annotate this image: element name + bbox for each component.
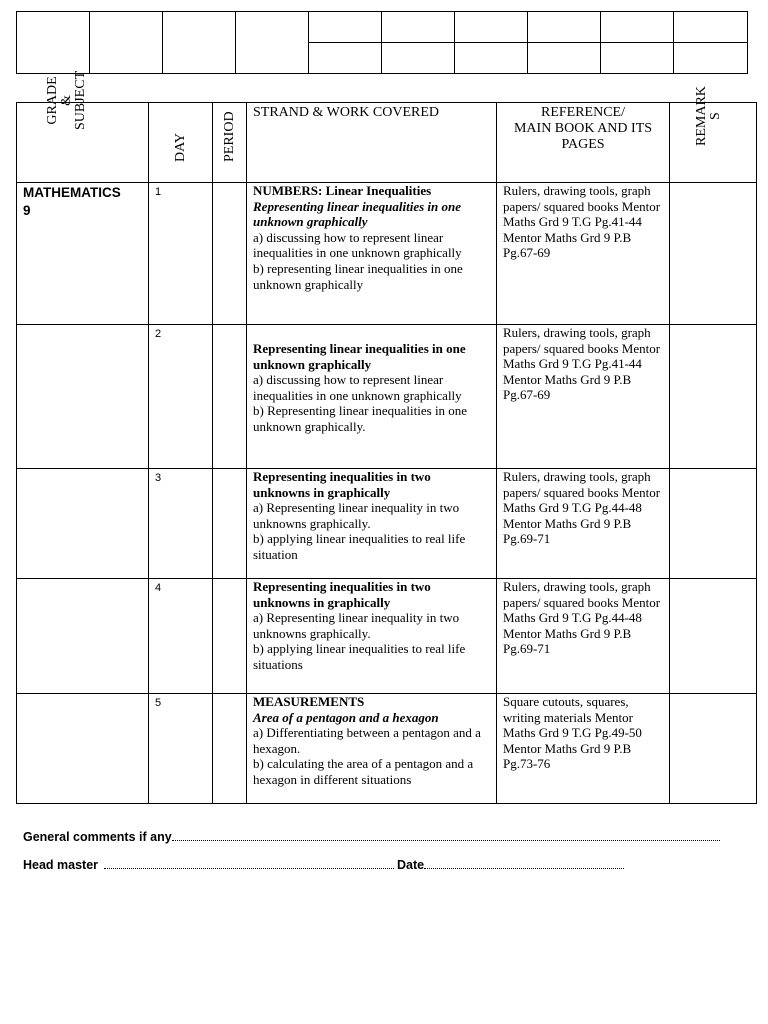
blank-cell	[601, 12, 674, 43]
header-remarks	[670, 86, 757, 183]
day-cell	[149, 579, 213, 694]
date-field[interactable]	[424, 858, 624, 869]
strand-title: MEASUREMENTS	[253, 694, 365, 709]
blank-cell	[528, 12, 601, 43]
activity-a: a) Representing linear inequality in two unknowns graphically.	[253, 610, 460, 641]
blank-cell	[17, 12, 90, 74]
period-cell	[213, 469, 247, 579]
reference-cell	[497, 694, 670, 804]
header-grade-subject-label: GRADE & SUBJECT	[44, 70, 88, 130]
general-comments-field[interactable]	[172, 830, 720, 841]
table-row	[17, 694, 757, 804]
headmaster-label: Head master	[23, 858, 99, 872]
scheme-of-work-table	[16, 70, 757, 804]
header-remarks-label: REMARK S	[693, 86, 723, 146]
activity-a: a) Representing linear inequality in two unknowns graphically.	[253, 500, 460, 531]
reference-text: Square cutouts, squares, writing materials Mentor Maths Grd 9 T.G Pg.49-50 Mentor Maths Grd 9 P.B Pg.73-76	[503, 694, 642, 772]
day-cell	[149, 694, 213, 804]
period-cell	[213, 579, 247, 694]
remarks-cell	[670, 183, 757, 325]
day-number: 1	[155, 186, 162, 198]
work-cell	[247, 325, 497, 469]
blank-cell	[163, 12, 236, 74]
activity-b: b) representing linear inequalities in one unknown graphically	[253, 260, 463, 292]
activity-b: b) applying linear inequalities to real life situations	[253, 641, 466, 672]
general-comments-label: General comments if any	[23, 830, 172, 844]
remarks-cell	[670, 325, 757, 469]
blank-cell	[90, 12, 163, 74]
table-row	[17, 183, 757, 325]
header-strand	[247, 103, 497, 183]
blank-cell	[601, 43, 674, 74]
header-day-label: DAY	[172, 132, 188, 162]
header-grade-subject	[17, 70, 149, 183]
period-cell	[213, 325, 247, 469]
blank-cell	[236, 12, 309, 74]
substrand-title: Representing linear inequalities in one unknown graphically	[253, 198, 462, 230]
activity-a: a) discussing how to represent linear inequalities in one unknown graphically	[253, 229, 462, 261]
substrand-title: Area of a pentagon and a hexagon	[253, 709, 439, 725]
general-comments-line	[23, 830, 720, 844]
remarks-cell	[670, 694, 757, 804]
reference-text: Rulers, drawing tools, graph papers/ squared books Mentor Maths Grd 9 T.G Pg.44-48 Mentor Maths Grd 9 P.B Pg.69-71	[503, 469, 661, 547]
subject-cell	[17, 325, 149, 469]
blank-cell	[674, 12, 748, 43]
activity-b: b) applying linear inequalities to real life situation	[253, 531, 466, 562]
reference-text: Rulers, drawing tools, graph papers/ squared books Mentor Maths Grd 9 T.G Pg.41-44 Mentor Maths Grd 9 P.B Pg.67-69	[503, 183, 661, 261]
work-cell	[247, 694, 497, 804]
activity-a: a) discussing how to represent linear inequalities in one unknown graphically	[253, 372, 462, 403]
header-reference-label: REFERENCE/ MAIN BOOK AND ITS PAGES	[513, 105, 653, 152]
day-number: 2	[155, 328, 162, 340]
reference-cell	[497, 183, 670, 325]
substrand-title: Representing inequalities in two unknowns in graphically	[253, 469, 431, 500]
table-row	[17, 469, 757, 579]
day-number: 4	[155, 582, 162, 594]
header-period	[213, 103, 247, 183]
table-row	[17, 325, 757, 469]
header-strand-label: STRAND & WORK COVERED	[253, 105, 440, 120]
header-reference	[497, 103, 670, 183]
strand-title: NUMBERS: Linear Inequalities	[253, 183, 432, 198]
subject-cell	[17, 183, 149, 325]
remarks-cell	[670, 579, 757, 694]
work-cell	[247, 579, 497, 694]
reference-cell	[497, 579, 670, 694]
day-number: 5	[155, 697, 162, 709]
period-cell	[213, 183, 247, 325]
activity-b: b) Representing linear inequalities in one unknown graphically.	[253, 403, 468, 434]
reference-cell	[497, 469, 670, 579]
signature-line	[23, 858, 624, 872]
subject-cell	[17, 694, 149, 804]
reference-cell	[497, 325, 670, 469]
date-label: Date	[397, 858, 425, 872]
substrand-title: Representing inequalities in two unknowns in graphically	[253, 579, 431, 610]
remarks-cell	[670, 469, 757, 579]
subject-label: MATHEMATICS 9	[23, 185, 121, 218]
activity-a: a) Differentiating between a pentagon and a hexagon.	[253, 725, 481, 756]
work-cell	[247, 183, 497, 325]
day-number: 3	[155, 472, 162, 484]
day-cell	[149, 469, 213, 579]
blank-cell	[674, 43, 748, 74]
blank-cell	[382, 12, 455, 43]
headmaster-field[interactable]	[104, 858, 394, 869]
day-cell	[149, 183, 213, 325]
reference-text: Rulers, drawing tools, graph papers/ squared books Mentor Maths Grd 9 T.G Pg.44-48 Mentor Maths Grd 9 P.B Pg.69-71	[503, 579, 661, 657]
header-day	[149, 103, 213, 183]
subject-cell	[17, 579, 149, 694]
blank-cell	[455, 43, 528, 74]
subject-cell	[17, 469, 149, 579]
reference-text: Rulers, drawing tools, graph papers/ squared books Mentor Maths Grd 9 T.G Pg.41-44 Mentor Maths Grd 9 P.B Pg.67-69	[503, 325, 661, 403]
blank-cell	[528, 43, 601, 74]
blank-cell	[382, 43, 455, 74]
top-blank-grid	[16, 11, 748, 74]
activity-b: b) calculating the area of a pentagon and a hexagon in different situations	[253, 756, 474, 787]
period-cell	[213, 694, 247, 804]
table-header-row	[17, 103, 757, 183]
day-cell	[149, 325, 213, 469]
work-cell	[247, 469, 497, 579]
blank-cell	[309, 43, 382, 74]
header-period-label: PERIOD	[221, 111, 237, 162]
table-row	[17, 579, 757, 694]
blank-cell	[309, 12, 382, 43]
substrand-title: Representing linear inequalities in one unknown graphically	[253, 341, 466, 372]
blank-cell	[455, 12, 528, 43]
